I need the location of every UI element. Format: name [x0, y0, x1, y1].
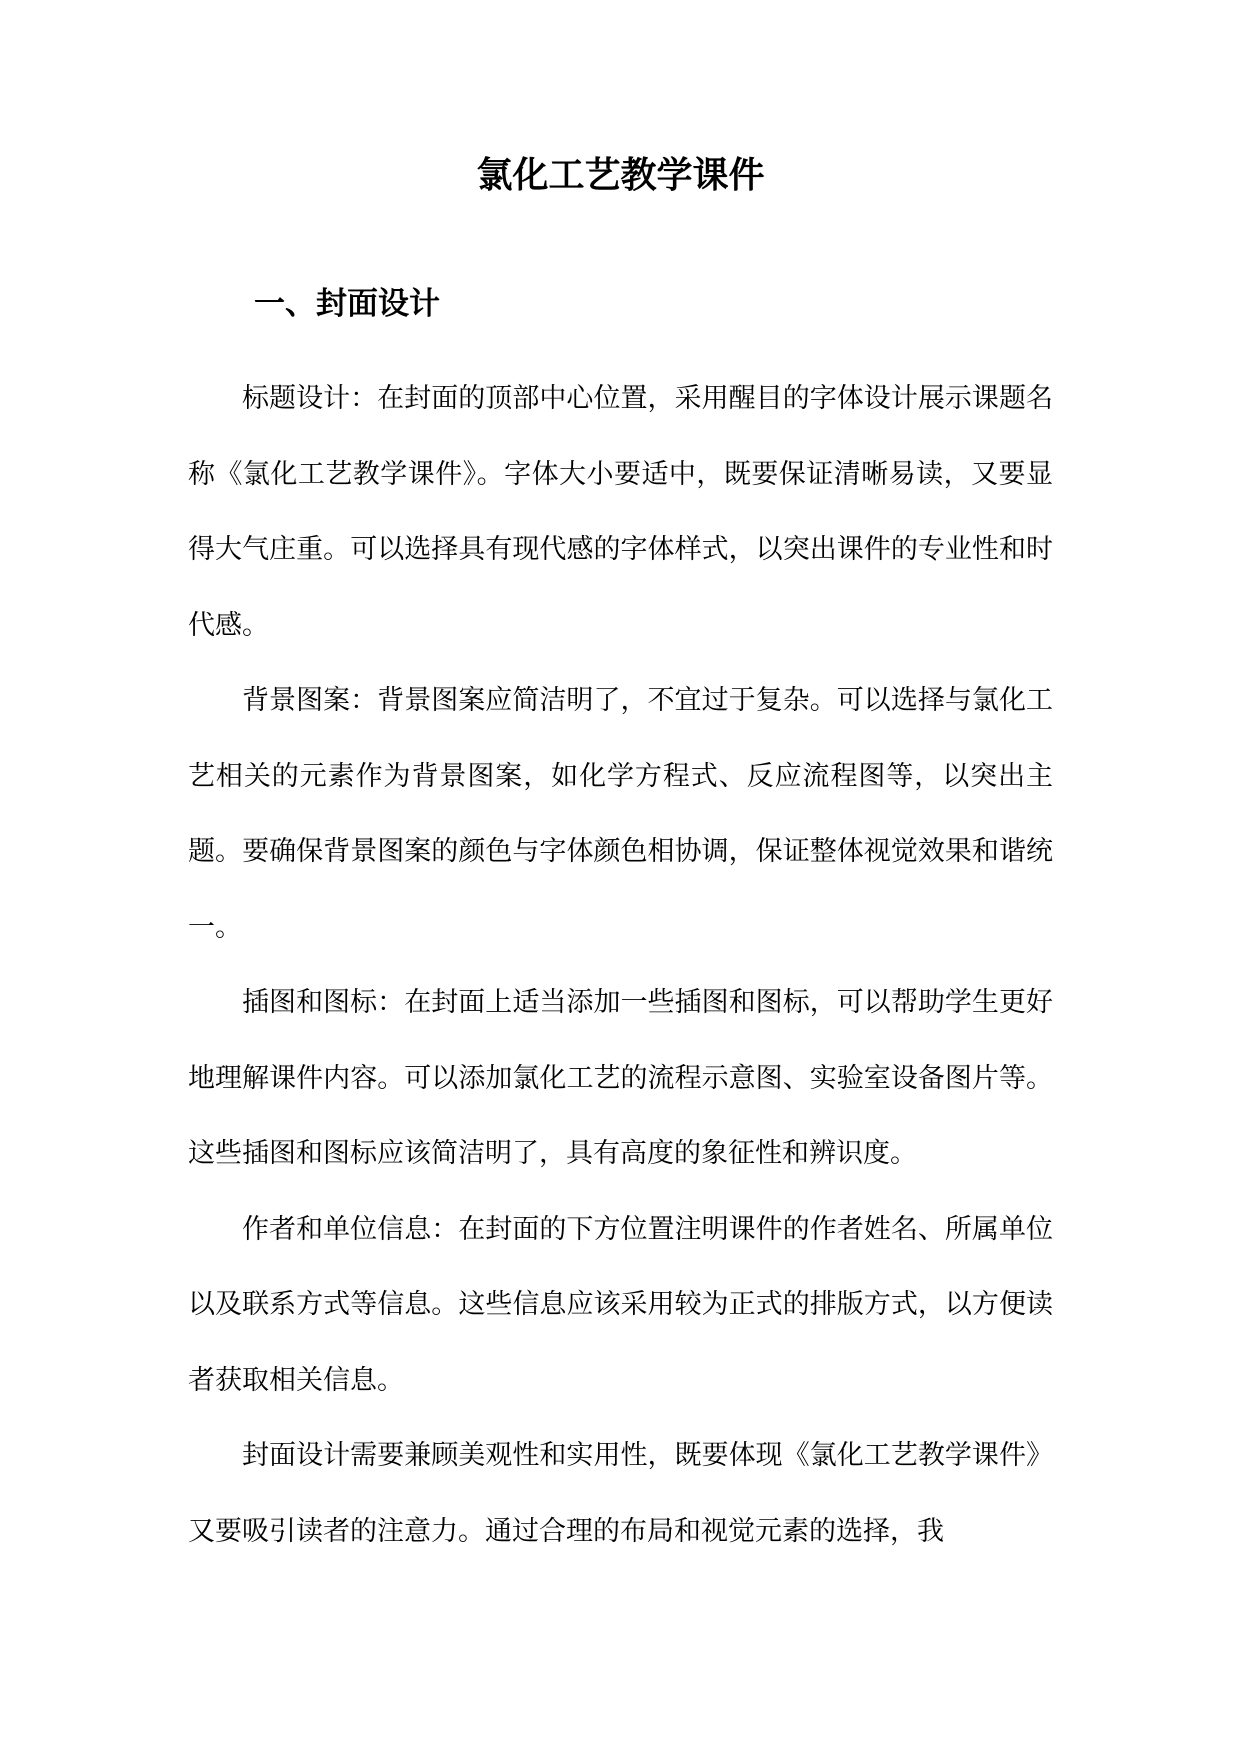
paragraph-background-pattern: 背景图案：背景图案应简洁明了，不宜过于复杂。可以选择与氯化工艺相关的元素作为背景图案，如化学方程式、反应流程图等，以突出主题。要确保背景图案的颜色与字体颜色相协调，保证整体视觉效果和谐统一。 — [188, 685, 1053, 943]
document-body — [188, 361, 1053, 1569]
paragraph-title-design: 标题设计：在封面的顶部中心位置，采用醒目的字体设计展示课题名称《氯化工艺教学课件》。字体大小要适中，既要保证清晰易读，又要显得大气庄重。可以选择具有现代感的字体样式，以突出课件的专业性和时代感。 — [188, 383, 1053, 641]
section-heading: 一、封面设计 — [254, 286, 440, 322]
paragraph-author-info: 作者和单位信息：在封面的下方位置注明课件的作者姓名、所属单位以及联系方式等信息。这些信息应该采用较为正式的排版方式，以方便读者获取相关信息。 — [188, 1213, 1053, 1396]
paragraph-illustrations-icons: 插图和图标：在封面上适当添加一些插图和图标，可以帮助学生更好地理解课件内容。可以添加氯化工艺的流程示意图、实验室设备图片等。这些插图和图标应该简洁明了，具有高度的象征性和辨识度。 — [188, 987, 1053, 1169]
paragraph-cover-summary: 封面设计需要兼顾美观性和实用性，既要体现《氯化工艺教学课件》又要吸引读者的注意力。通过合理的布局和视觉元素的选择，我 — [188, 1440, 1053, 1547]
document-title: 氯化工艺教学课件 — [476, 155, 765, 196]
